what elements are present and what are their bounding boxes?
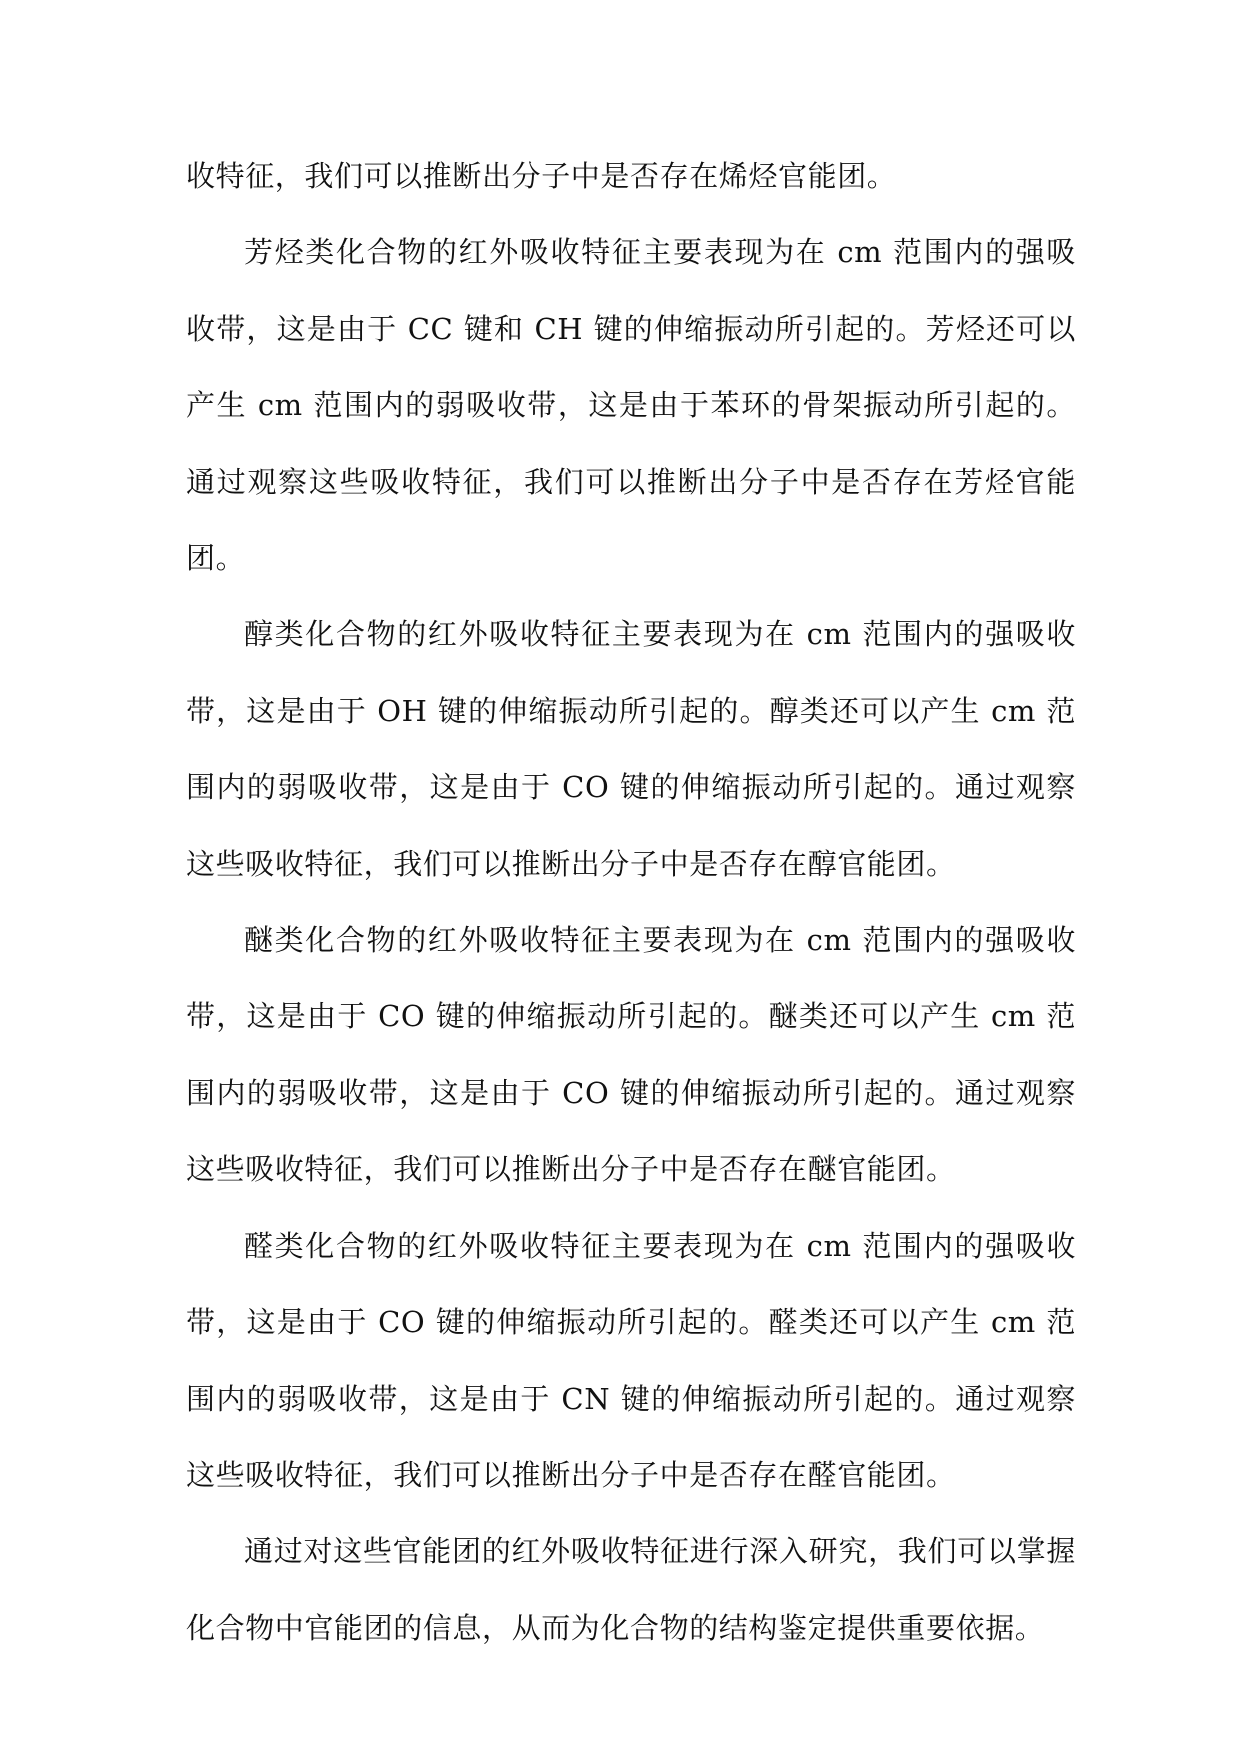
paragraph-aldehyde: 醛类化合物的红外吸收特征主要表现为在 cm 范围内的强吸收带，这是由于 CO 键的伸缩振动所引起的。醛类还可以产生 cm 范围内的弱吸收带，这是由于 CN 键的伸缩振动所引起的。通过观察这些吸收特征，我们可以推断出分子中是否存在醛官能团。 bbox=[186, 1228, 1076, 1492]
paragraph-ether: 醚类化合物的红外吸收特征主要表现为在 cm 范围内的强吸收带，这是由于 CO 键的伸缩振动所引起的。醚类还可以产生 cm 范围内的弱吸收带，这是由于 CO 键的伸缩振动所引起的。通过观察这些吸收特征，我们可以推断出分子中是否存在醚官能团。 bbox=[186, 923, 1076, 1187]
paragraph-alcohol: 醇类化合物的红外吸收特征主要表现为在 cm 范围内的强吸收带，这是由于 OH 键的伸缩振动所引起的。醇类还可以产生 cm 范围内的弱吸收带，这是由于 CO 键的伸缩振动所引起的。通过观察这些吸收特征，我们可以推断出分子中是否存在醇官能团。 bbox=[186, 617, 1076, 881]
paragraph-alkene-conclusion: 收特征，我们可以推断出分子中是否存在烯烃官能团。 bbox=[186, 159, 897, 193]
paragraph-aromatic: 芳烃类化合物的红外吸收特征主要表现为在 cm 范围内的强吸收带，这是由于 CC 键和 CH 键的伸缩振动所引起的。芳烃还可以产生 cm 范围内的弱吸收带，这是由于苯环的骨架振动所引起的。通过观察这些吸收特征，我们可以推断出分子中是否存在芳烃官能团。 bbox=[186, 235, 1076, 576]
body-text bbox=[186, 138, 1076, 1666]
paragraph-summary: 通过对这些官能团的红外吸收特征进行深入研究，我们可以掌握化合物中官能团的信息，从而为化合物的结构鉴定提供重要依据。 bbox=[186, 1534, 1076, 1645]
